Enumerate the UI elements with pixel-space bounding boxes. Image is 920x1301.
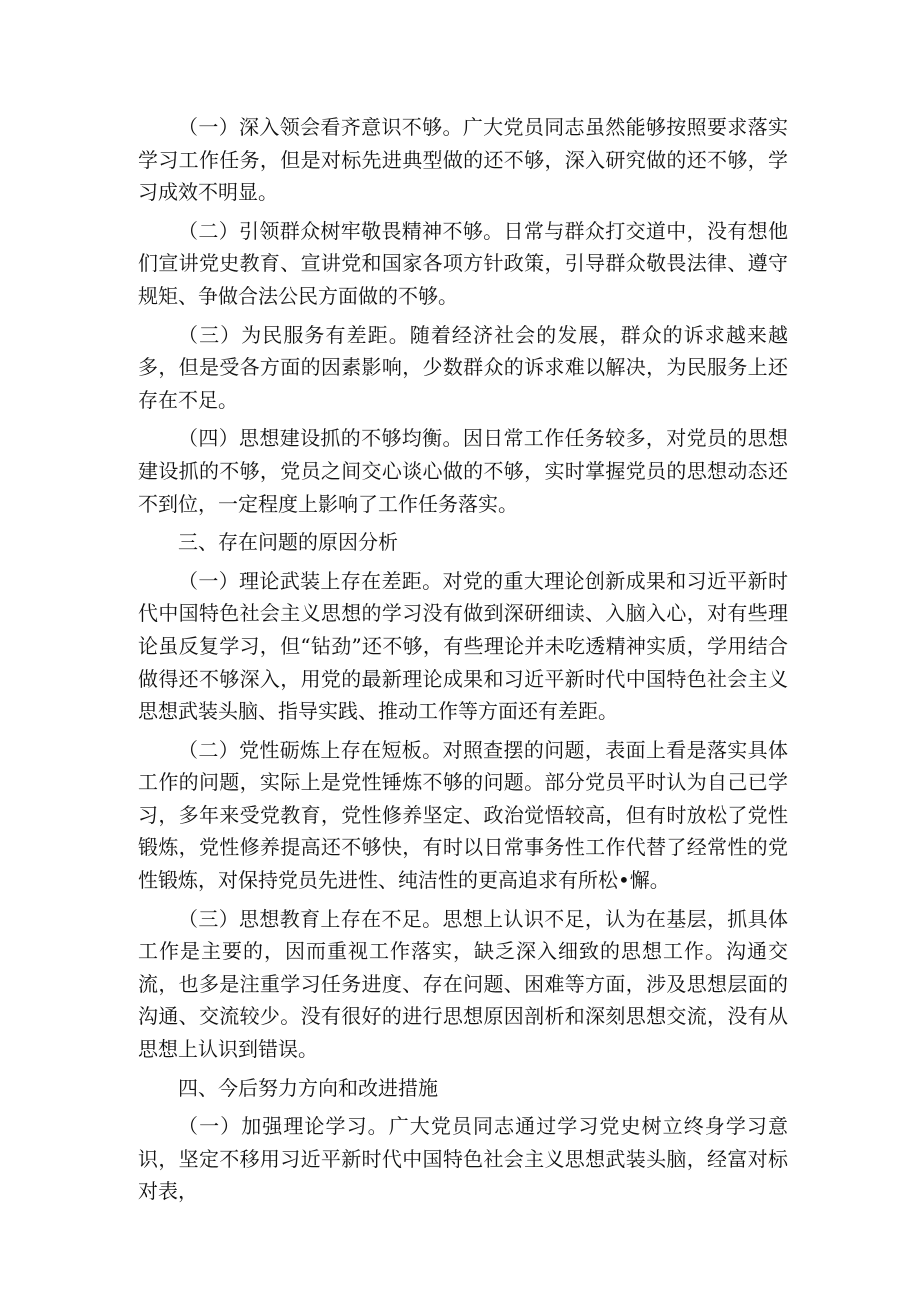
section-heading-cause-analysis: 三、存在问题的原因分析 xyxy=(178,530,398,555)
paragraph-cause-1: （一）理论武装上存在差距。对党的重大理论创新成果和习近平新时代中国特色社会主义思想的学习没有做到深研细读、入脑入心，对有些理论虽反复学习，但“钻劲”还不够，有些理论并未吃透精神实质，学用结合做得还不够深入，用党的最新理论成果和习近平新时代中国特色社会主义思想武装头脑、指导实践、推动工作等方面还有差距。 xyxy=(138,568,788,724)
paragraph-issue-2: （二）引领群众树牢敬畏精神不够。日常与群众打交道中，没有想他们宣讲党史教育、宣讲党和国家各项方针政策，引导群众敬畏法律、遵守规矩、争做合法公民方面做的不够。 xyxy=(138,218,788,308)
paragraph-cause-3: （三）思想教育上存在不足。思想上认识不足，认为在基层，抓具体工作是主要的，因而重视工作落实，缺乏深入细致的思想工作。沟通交流，也多是注重学习任务进度、存在问题、困难等方面，涉及思想层面的沟通、交流较少。没有很好的进行思想原因剖析和深刻思想交流，没有从思想上认识到错误。 xyxy=(138,906,788,1062)
paragraph-measure-1: （一）加强理论学习。广大党员同志通过学习党史树立终身学习意识，坚定不移用习近平新时代中国特色社会主义思想武装头脑，经富对标对表， xyxy=(138,1114,788,1204)
section-heading-improvement: 四、今后努力方向和改进措施 xyxy=(178,1075,438,1100)
paragraph-cause-2: （二）党性砺炼上存在短板。对照查摆的问题，表面上看是落实具体工作的问题，实际上是党性锤炼不够的问题。部分党员平时认为自己已学习，多年来受党教育，党性修养坚定、政治觉悟较高，但有时放松了党性锻炼，党性修养提高还不够快，有时以日常事务性工作代替了经常性的党性锻炼，对保持党员先进性、纯洁性的更高追求有所松•懈。 xyxy=(138,737,788,893)
paragraph-issue-4: （四）思想建设抓的不够均衡。因日常工作任务较多，对党员的思想建设抓的不够，党员之间交心谈心做的不够，实时掌握党员的思想动态还不到位，一定程度上影响了工作任务落实。 xyxy=(138,426,788,516)
document-body xyxy=(138,111,788,1214)
paragraph-issue-1: （一）深入领会看齐意识不够。广大党员同志虽然能够按照要求落实学习工作任务，但是对标先进典型做的还不够，深入研究做的还不够，学习成效不明显。 xyxy=(138,115,788,205)
paragraph-issue-3: （三）为民服务有差距。随着经济社会的发展，群众的诉求越来越多，但是受各方面的因素影响，少数群众的诉求难以解决，为民服务上还存在不足。 xyxy=(138,322,788,412)
